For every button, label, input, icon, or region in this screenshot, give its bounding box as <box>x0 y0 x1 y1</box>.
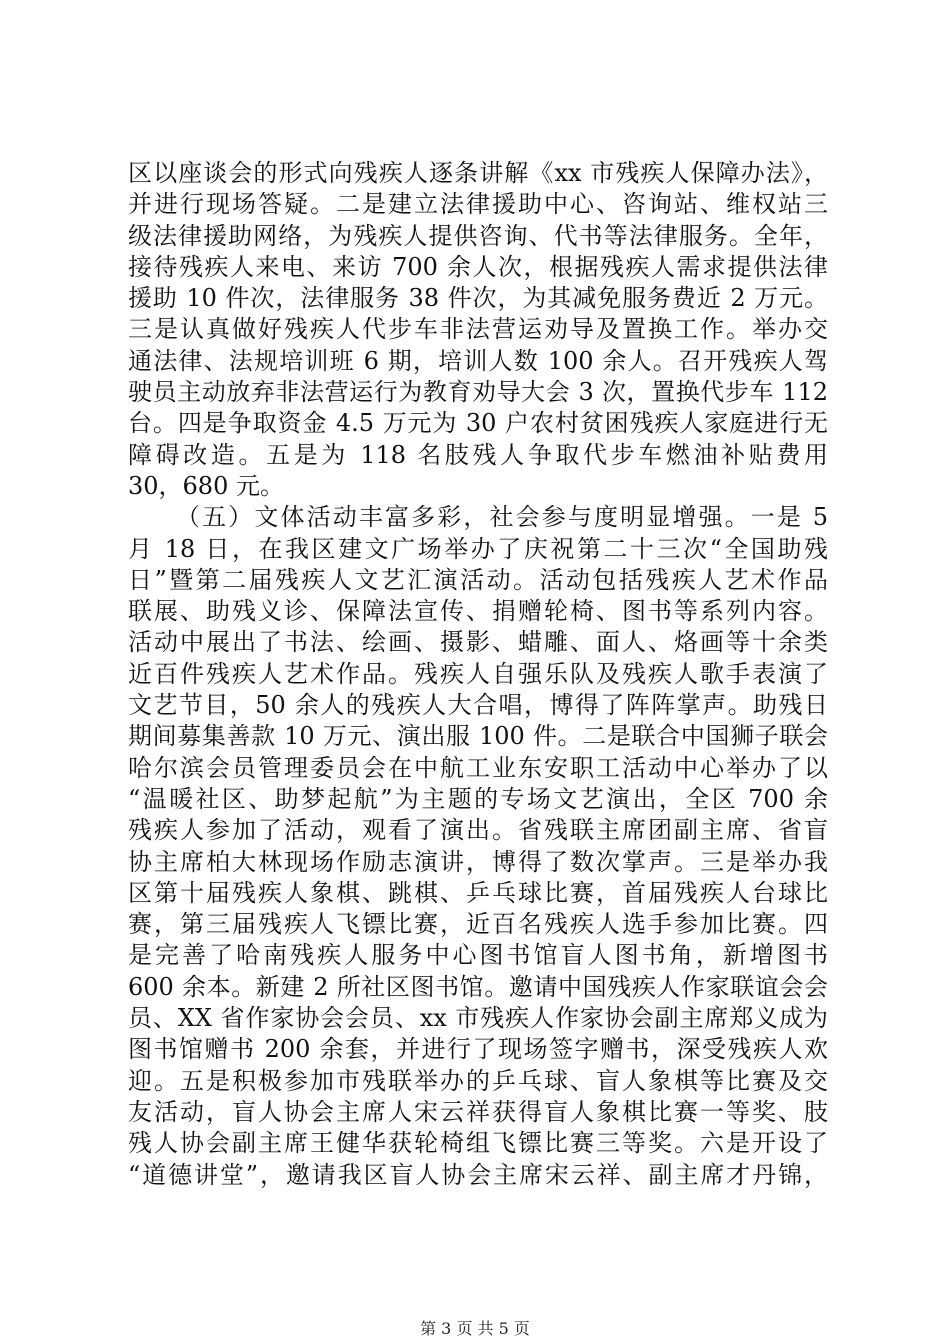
text-line: 友活动，盲人协会主席人宋云祥获得盲人象棋比赛一等奖、肢 <box>128 1097 828 1126</box>
text-line: 是完善了哈南残疾人服务中心图书馆盲人图书角，新增图书 <box>128 941 828 970</box>
text-line: 残人协会副主席王健华获轮椅组飞镖比赛三等奖。六是开设了 <box>128 1129 828 1158</box>
text-line: 接待残疾人来电、来访 700 余人次，根据残疾人需求提供法律 <box>128 252 828 281</box>
text-line: 近百件残疾人艺术作品。残疾人自强乐队及残疾人歌手表演了 <box>128 659 828 688</box>
text-line: 600 余本。新建 2 所社区图书馆。邀请中国残疾人作家联谊会会 <box>128 972 828 1001</box>
text-line: 文艺节目，50 余人的残疾人大合唱，博得了阵阵掌声。助残日 <box>128 691 828 720</box>
text-line: 员、XX 省作家协会会员、xx 市残疾人作家协会副主席郑义成为 <box>128 1004 828 1033</box>
text-line: 日”暨第二届残疾人文艺汇演活动。活动包括残疾人艺术作品 <box>128 565 828 594</box>
text-line: 援助 10 件次，法律服务 38 件次，为其减免服务费近 2 万元。 <box>128 284 828 313</box>
text-line: “道德讲堂”，邀请我区盲人协会主席宋云祥、副主席才丹锦， <box>128 1160 828 1189</box>
text-line: 赛，第三届残疾人飞镖比赛，近百名残疾人选手参加比赛。四 <box>128 910 828 939</box>
text-line: 活动中展出了书法、绘画、摄影、蜡雕、面人、烙画等十余类 <box>128 628 828 657</box>
text-line: 区第十届残疾人象棋、跳棋、乒乓球比赛，首届残疾人台球比 <box>128 878 828 907</box>
text-line: 联展、助残义诊、保障法宣传、捐赠轮椅、图书等系列内容。 <box>128 597 828 626</box>
text-line: 通法律、法规培训班 6 期，培训人数 100 余人。召开残疾人驾 <box>128 346 828 375</box>
text-line: 残疾人参加了活动，观看了演出。省残联主席团副主席、省盲 <box>128 816 828 845</box>
text-line: 并进行现场答疑。二是建立法律援助中心、咨询站、维权站三 <box>128 190 828 219</box>
text-line: “温暖社区、助梦起航”为主题的专场文艺演出，全区 700 余 <box>128 784 828 813</box>
text-line: 迎。五是积极参加市残联举办的乒乓球、盲人象棋等比赛及交 <box>128 1066 828 1095</box>
text-line: 台。四是争取资金 4.5 万元为 30 户农村贫困残疾人家庭进行无 <box>128 409 828 438</box>
text-line: 图书馆赠书 200 余套，并进行了现场签字赠书，深受残疾人欢 <box>128 1035 828 1064</box>
text-line: 30，680 元。 <box>128 471 284 500</box>
text-line: 月 18 日，在我区建文广场举办了庆祝第二十三次“全国助残 <box>128 534 828 563</box>
text-line: 级法律援助网络，为残疾人提供咨询、代书等法律服务。全年， <box>128 221 828 250</box>
paragraph-heading-line: （五）文体活动丰富多彩，社会参与度明显增强。一是 5 <box>176 503 828 532</box>
page-number-footer: 第 3 页 共 5 页 <box>420 1319 530 1338</box>
text-line: 协主席柏大林现场作励志演讲，博得了数次掌声。三是举办我 <box>128 847 828 876</box>
text-line: 三是认真做好残疾人代步车非法营运劝导及置换工作。举办交 <box>128 315 828 344</box>
text-line: 驶员主动放弃非法营运行为教育劝导大会 3 次，置换代步车 112 <box>128 378 828 407</box>
text-line: 障碍改造。五是为 118 名肢残人争取代步车燃油补贴费用 <box>128 440 828 469</box>
body-text <box>128 158 828 1191</box>
text-line: 区以座谈会的形式向残疾人逐条讲解《xx 市残疾人保障办法》， <box>128 159 828 187</box>
text-line: 哈尔滨会员管理委员会在中航工业东安职工活动中心举办了以 <box>128 753 828 782</box>
text-line: 期间募集善款 10 万元、演出服 100 件。二是联合中国狮子联会 <box>128 722 828 751</box>
